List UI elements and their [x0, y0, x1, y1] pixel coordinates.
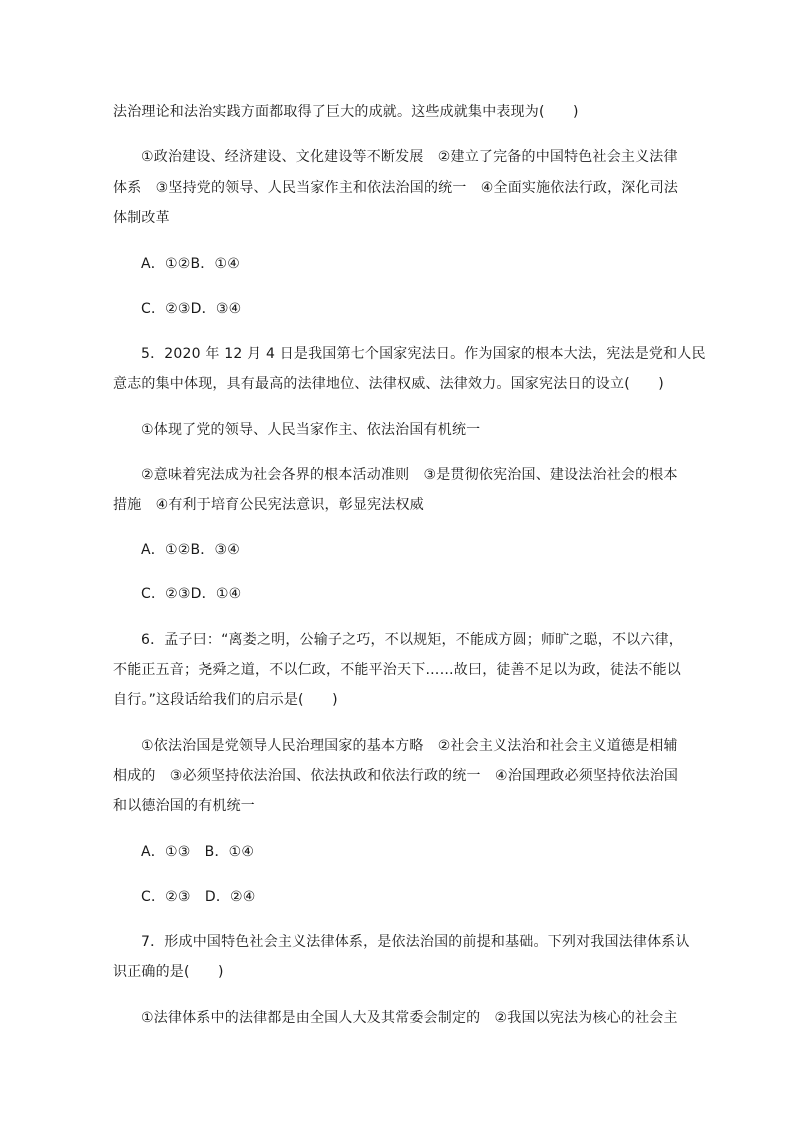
text-line: 意志的集中体现，具有最高的法律地位、法律权威、法律效力。国家宪法日的设立( ): [113, 376, 664, 392]
answer-choices-cd: C．②③D．①④: [141, 586, 242, 602]
text-line: 措施 ④有利于培育公民宪法意识，彰显宪法权威: [113, 497, 424, 513]
question-7-stem: 7．形成中国特色社会主义法律体系，是依法治国的前提和基础。下列对我国法律体系认: [141, 934, 690, 950]
text-line: 和以德治国的有机统一: [113, 798, 255, 814]
text-line: 不能正五音；尧舜之道，不以仁政，不能平治天下……故曰，徒善不足以为政，徒法不能以: [113, 662, 681, 678]
text-line: 体制改革: [113, 210, 170, 226]
answer-choices-ab: A．①②B．①④: [141, 256, 240, 272]
text-line: 体系 ③坚持党的领导、人民当家作主和依法治国的统一 ④全面实施依法行政，深化司法: [113, 180, 679, 196]
option-statements-line: ①体现了党的领导、人民当家作主、依法治国有机统一: [141, 422, 481, 438]
option-statements-line: ②意味着宪法成为社会各界的根本活动准则 ③是贯彻依宪治国、建设法治社会的根本: [141, 467, 678, 483]
option-statements-line: ①政治建设、经济建设、文化建设等不断发展 ②建立了完备的中国特色社会主义法律: [141, 149, 678, 165]
answer-choices-ab: A．①③ B．①④: [141, 844, 255, 860]
option-statements-line: ①依法治国是党领导人民治理国家的基本方略 ②社会主义法治和社会主义道德是相辅: [141, 738, 678, 754]
question-6-stem: 6．孟子曰：“离娄之明，公输子之巧，不以规矩，不能成方圆；师旷之聪，不以六律，: [141, 632, 683, 648]
answer-choices-cd: C．②③ D．②④: [141, 889, 256, 905]
question-5-stem: 5．2020 年 12 月 4 日是我国第七个国家宪法日。作为国家的根本大法，宪法是党和人民: [141, 346, 706, 362]
text-line: 自行。”这段话给我们的启示是( ): [113, 692, 338, 708]
answer-choices-cd: C．②③D．③④: [141, 301, 242, 317]
text-line: 识正确的是( ): [113, 964, 224, 980]
text-line: 相成的 ③必须坚持依法治国、依法执政和依法行政的统一 ④治国理政必须坚持依法治国: [113, 768, 679, 784]
answer-choices-ab: A．①②B．③④: [141, 542, 240, 558]
option-statements-line: ①法律体系中的法律都是由全国人大及其常委会制定的 ②我国以宪法为核心的社会主: [141, 1010, 678, 1026]
text-line: 法治理论和法治实践方面都取得了巨大的成就。这些成就集中表现为( ): [113, 104, 579, 120]
